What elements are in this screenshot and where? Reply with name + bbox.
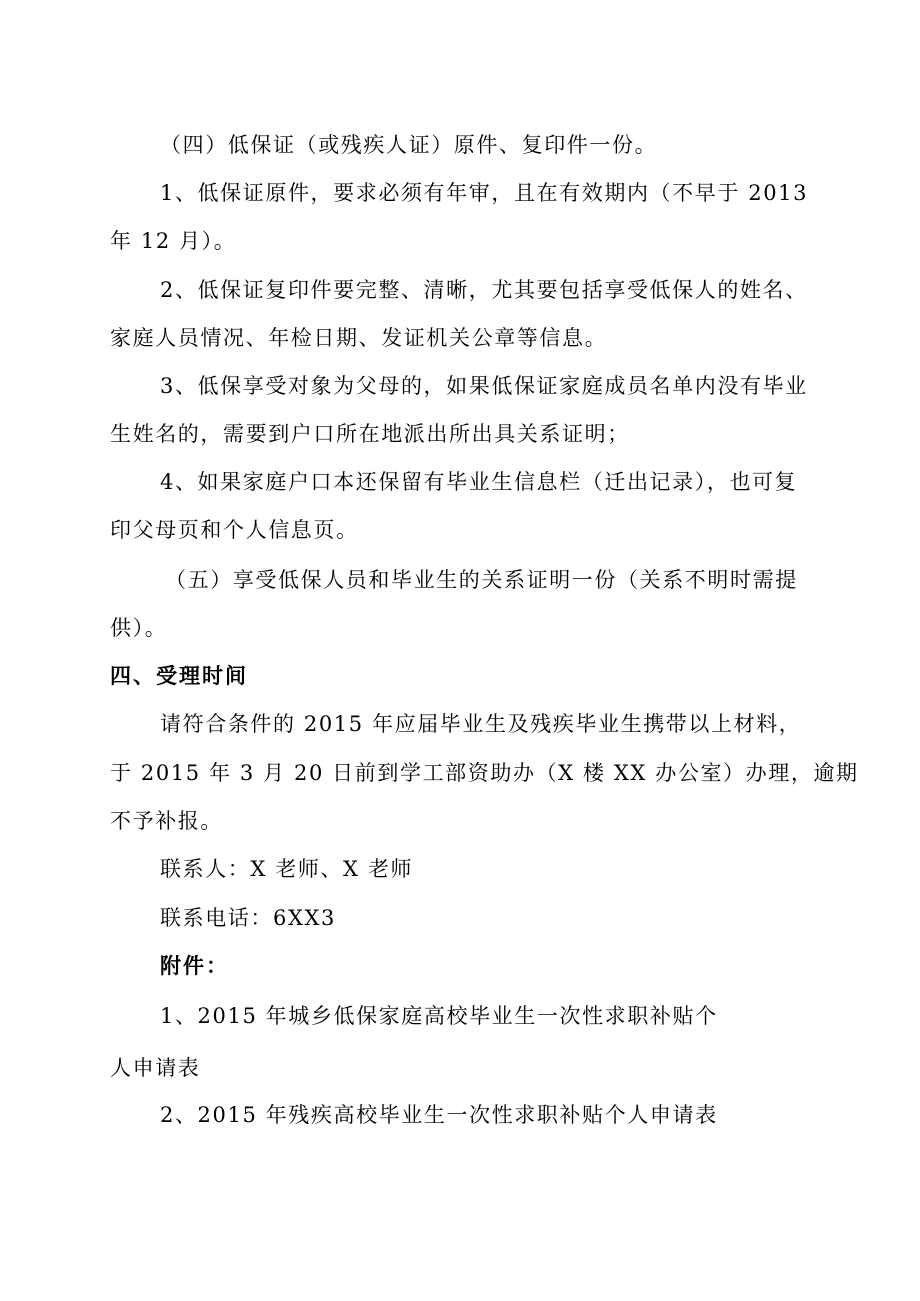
sub-item-4-line-1: 4、如果家庭户口本还保留有毕业生信息栏（迁出记录），也可复 [160,470,798,494]
section-four-para-line-1: 请符合条件的 2015 年应届毕业生及残疾毕业生携带以上材料， [160,712,802,736]
sub-item-3-line-2: 生姓名的，需要到户口所在地派出所出具关系证明； [110,422,630,446]
sub-item-4-line-2: 印父母页和个人信息页。 [110,518,359,542]
sub-item-3-line-1: 3、低保享受对象为父母的，如果低保证家庭成员名单内没有毕业 [160,374,808,398]
contact-phone: 联系电话：6XX3 [160,906,337,930]
section-four-heading: 四、受理时间 [110,664,248,688]
item-5-line-2: 供）。 [110,616,168,640]
contact-person: 联系人：X 老师、X 老师 [160,857,414,881]
section-four-para-line-3: 不予补报。 [110,809,223,833]
attachment-1-line-2: 人申请表 [110,1056,201,1080]
item-4-text: （四）低保证（或残疾人证）原件、复印件一份。 [160,133,658,157]
sub-item-1-line-2: 年 12 月）。 [110,229,237,253]
item-5-line-1: （五）享受低保人员和毕业生的关系证明一份（关系不明时需提 [165,568,798,592]
attachments-label: 附件： [160,954,229,978]
attachment-1-line-1: 1、2015 年城乡低保家庭高校毕业生一次性求职补贴个 [160,1004,718,1028]
sub-item-2-line-2: 家庭人员情况、年检日期、发证机关公章等信息。 [110,326,608,350]
section-four-para-line-2: 于 2015 年 3 月 20 日前到学工部资助办（X 楼 XX 办公室）办理，逾期 [110,761,859,785]
sub-item-2-line-1: 2、低保证复印件要完整、清晰，尤其要包括享受低保人的姓名、 [160,278,808,302]
attachment-2: 2、2015 年残疾高校毕业生一次性求职补贴个人申请表 [160,1103,718,1127]
sub-item-1-line-1: 1、低保证原件，要求必须有年审，且在有效期内（不早于 2013 [160,181,809,205]
